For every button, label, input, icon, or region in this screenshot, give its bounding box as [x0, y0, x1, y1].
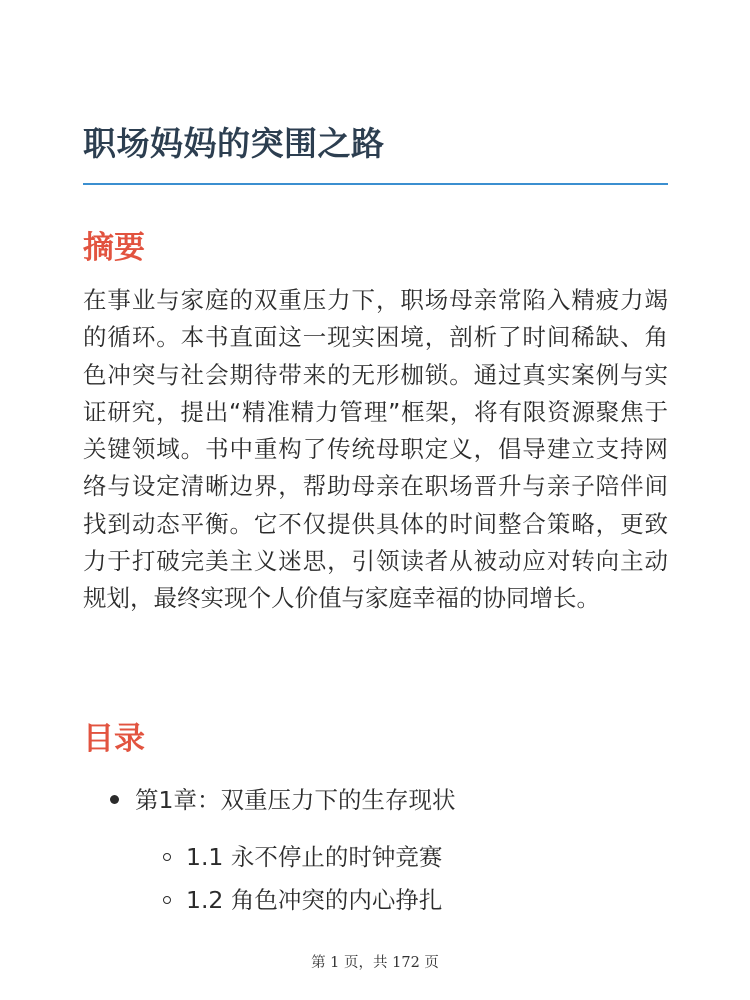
abstract-paragraph: 在事业与家庭的双重压力下，职场母亲常陷入精疲力竭的循环。本书直面这一现实困境，剖析了时间稀缺、角色冲突与社会期待带来的无形枷锁。通过真实案例与实证研究，提出“精准精力管理”框架，将有限资源聚焦于关键领域。书中重构了传统母职定义，倡导建立支持网络与设定清晰边界，帮助母亲在职场晋升与亲子陪伴间找到动态平衡。它不仅提供具体的时间整合策略，更致力于打破完美主义迷思，引领读者从被动应对转向主动规划，最终实现个人价值与家庭幸福的协同增长。 — [83, 286, 668, 613]
toc-section-label: 1.2 角色冲突的内心挣扎 — [186, 886, 443, 914]
toc-heading: 目录 — [83, 721, 145, 757]
bullet-circle-icon — [163, 853, 171, 861]
bullet-circle-icon — [163, 896, 171, 904]
title-divider — [83, 183, 668, 185]
abstract-heading: 摘要 — [83, 230, 145, 266]
page-number-footer: 第 1 页，共 172 页 — [311, 955, 439, 971]
document-page — [83, 0, 668, 1000]
toc-section-label: 1.1 永不停止的时钟竞赛 — [186, 843, 443, 871]
document-title: 职场妈妈的突围之路 — [83, 124, 385, 163]
toc-section-1-1 — [163, 838, 442, 872]
toc-section-1-2 — [163, 881, 442, 915]
bullet-dot-icon — [110, 795, 119, 804]
toc-chapter-1 — [110, 781, 455, 815]
toc-chapter-label: 第1章：双重压力下的生存现状 — [135, 786, 456, 814]
